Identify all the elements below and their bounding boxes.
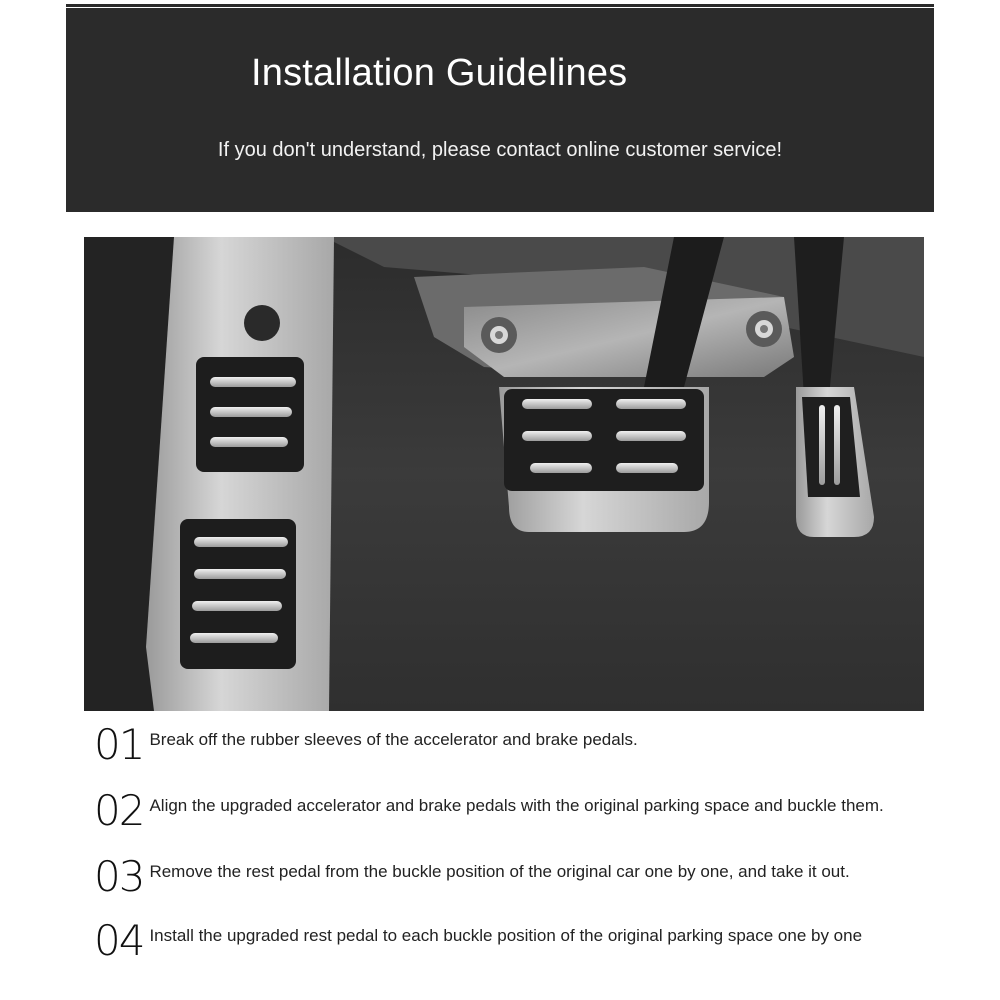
step-03 bbox=[94, 852, 850, 901]
step-04 bbox=[94, 916, 862, 965]
step-number: 02 bbox=[94, 786, 144, 835]
step-number: 03 bbox=[94, 852, 144, 901]
step-number: 04 bbox=[94, 916, 144, 965]
step-text: Break off the rubber sleeves of the accelerator and brake pedals. bbox=[149, 730, 638, 749]
pedals-photo bbox=[84, 237, 924, 711]
step-02 bbox=[94, 786, 884, 835]
step-text: Align the upgraded accelerator and brake pedals with the original parking space and buckle them. bbox=[149, 796, 884, 815]
page-title: Installation Guidelines bbox=[251, 52, 628, 94]
rest-pedal bbox=[146, 237, 334, 711]
brake-pedal bbox=[499, 387, 709, 532]
page-subtitle: If you don't understand, please contact online customer service! bbox=[217, 139, 783, 161]
step-01 bbox=[94, 720, 638, 769]
top-divider bbox=[66, 4, 934, 7]
step-text: Install the upgraded rest pedal to each buckle position of the original parking space one by one bbox=[149, 926, 863, 945]
step-number: 01 bbox=[94, 720, 144, 769]
step-text: Remove the rest pedal from the buckle position of the original car one by one, and take it out. bbox=[149, 862, 850, 881]
header-banner bbox=[66, 8, 934, 212]
